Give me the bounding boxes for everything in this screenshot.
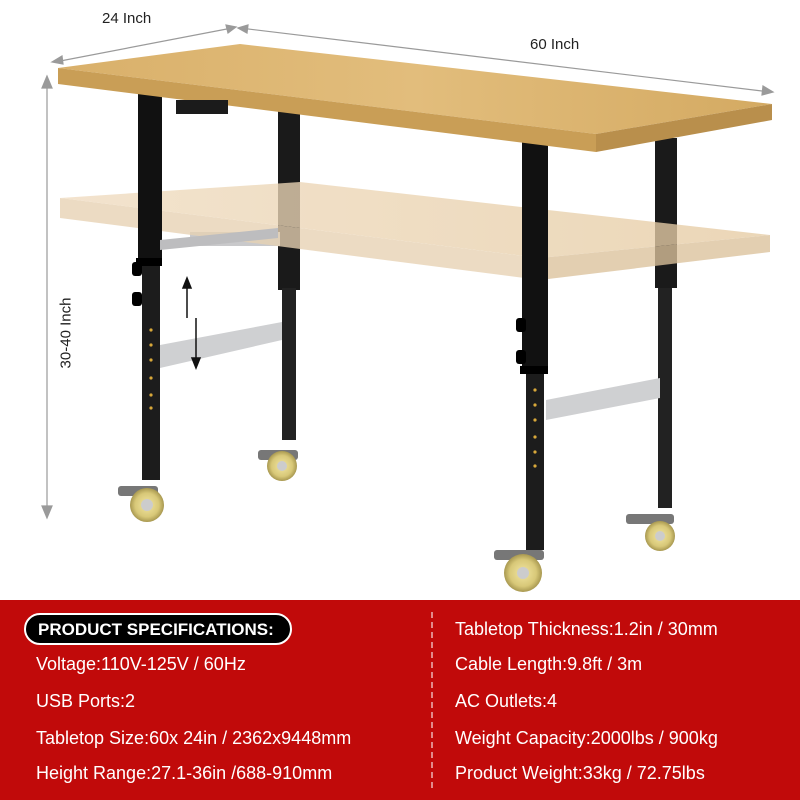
spec-product-weight: Product Weight:33kg / 72.75lbs (455, 763, 705, 783)
spec-divider (431, 612, 433, 788)
spec-tabletop-size: Tabletop Size:60x 24in / 2362x9448mm (36, 728, 352, 748)
spec-usb-ports: USB Ports:2 (36, 691, 136, 711)
height-dimension-label: 30-40 Inch (57, 297, 75, 369)
spec-cable-length: Cable Length:9.8ft / 3m (455, 654, 643, 674)
spec-heading-badge: PRODUCT SPECIFICATIONS: (24, 613, 292, 645)
spec-voltage: Voltage:110V-125V / 60Hz (36, 654, 246, 674)
spec-height-range: Height Range:27.1-36in /688-910mm (36, 763, 333, 783)
length-dimension-label: 60 Inch (530, 36, 580, 53)
caster-wheels (118, 450, 675, 592)
spec-weight-capacity: Weight Capacity:2000lbs / 900kg (455, 728, 718, 748)
spec-tabletop-thickness: Tabletop Thickness:1.2in / 30mm (455, 619, 718, 639)
front-frame (132, 92, 660, 550)
width-dimension-label: 24 Inch (102, 10, 152, 27)
back-frame (190, 110, 677, 508)
tabletop (58, 44, 772, 152)
spec-ac-outlets: AC Outlets:4 (455, 691, 558, 711)
